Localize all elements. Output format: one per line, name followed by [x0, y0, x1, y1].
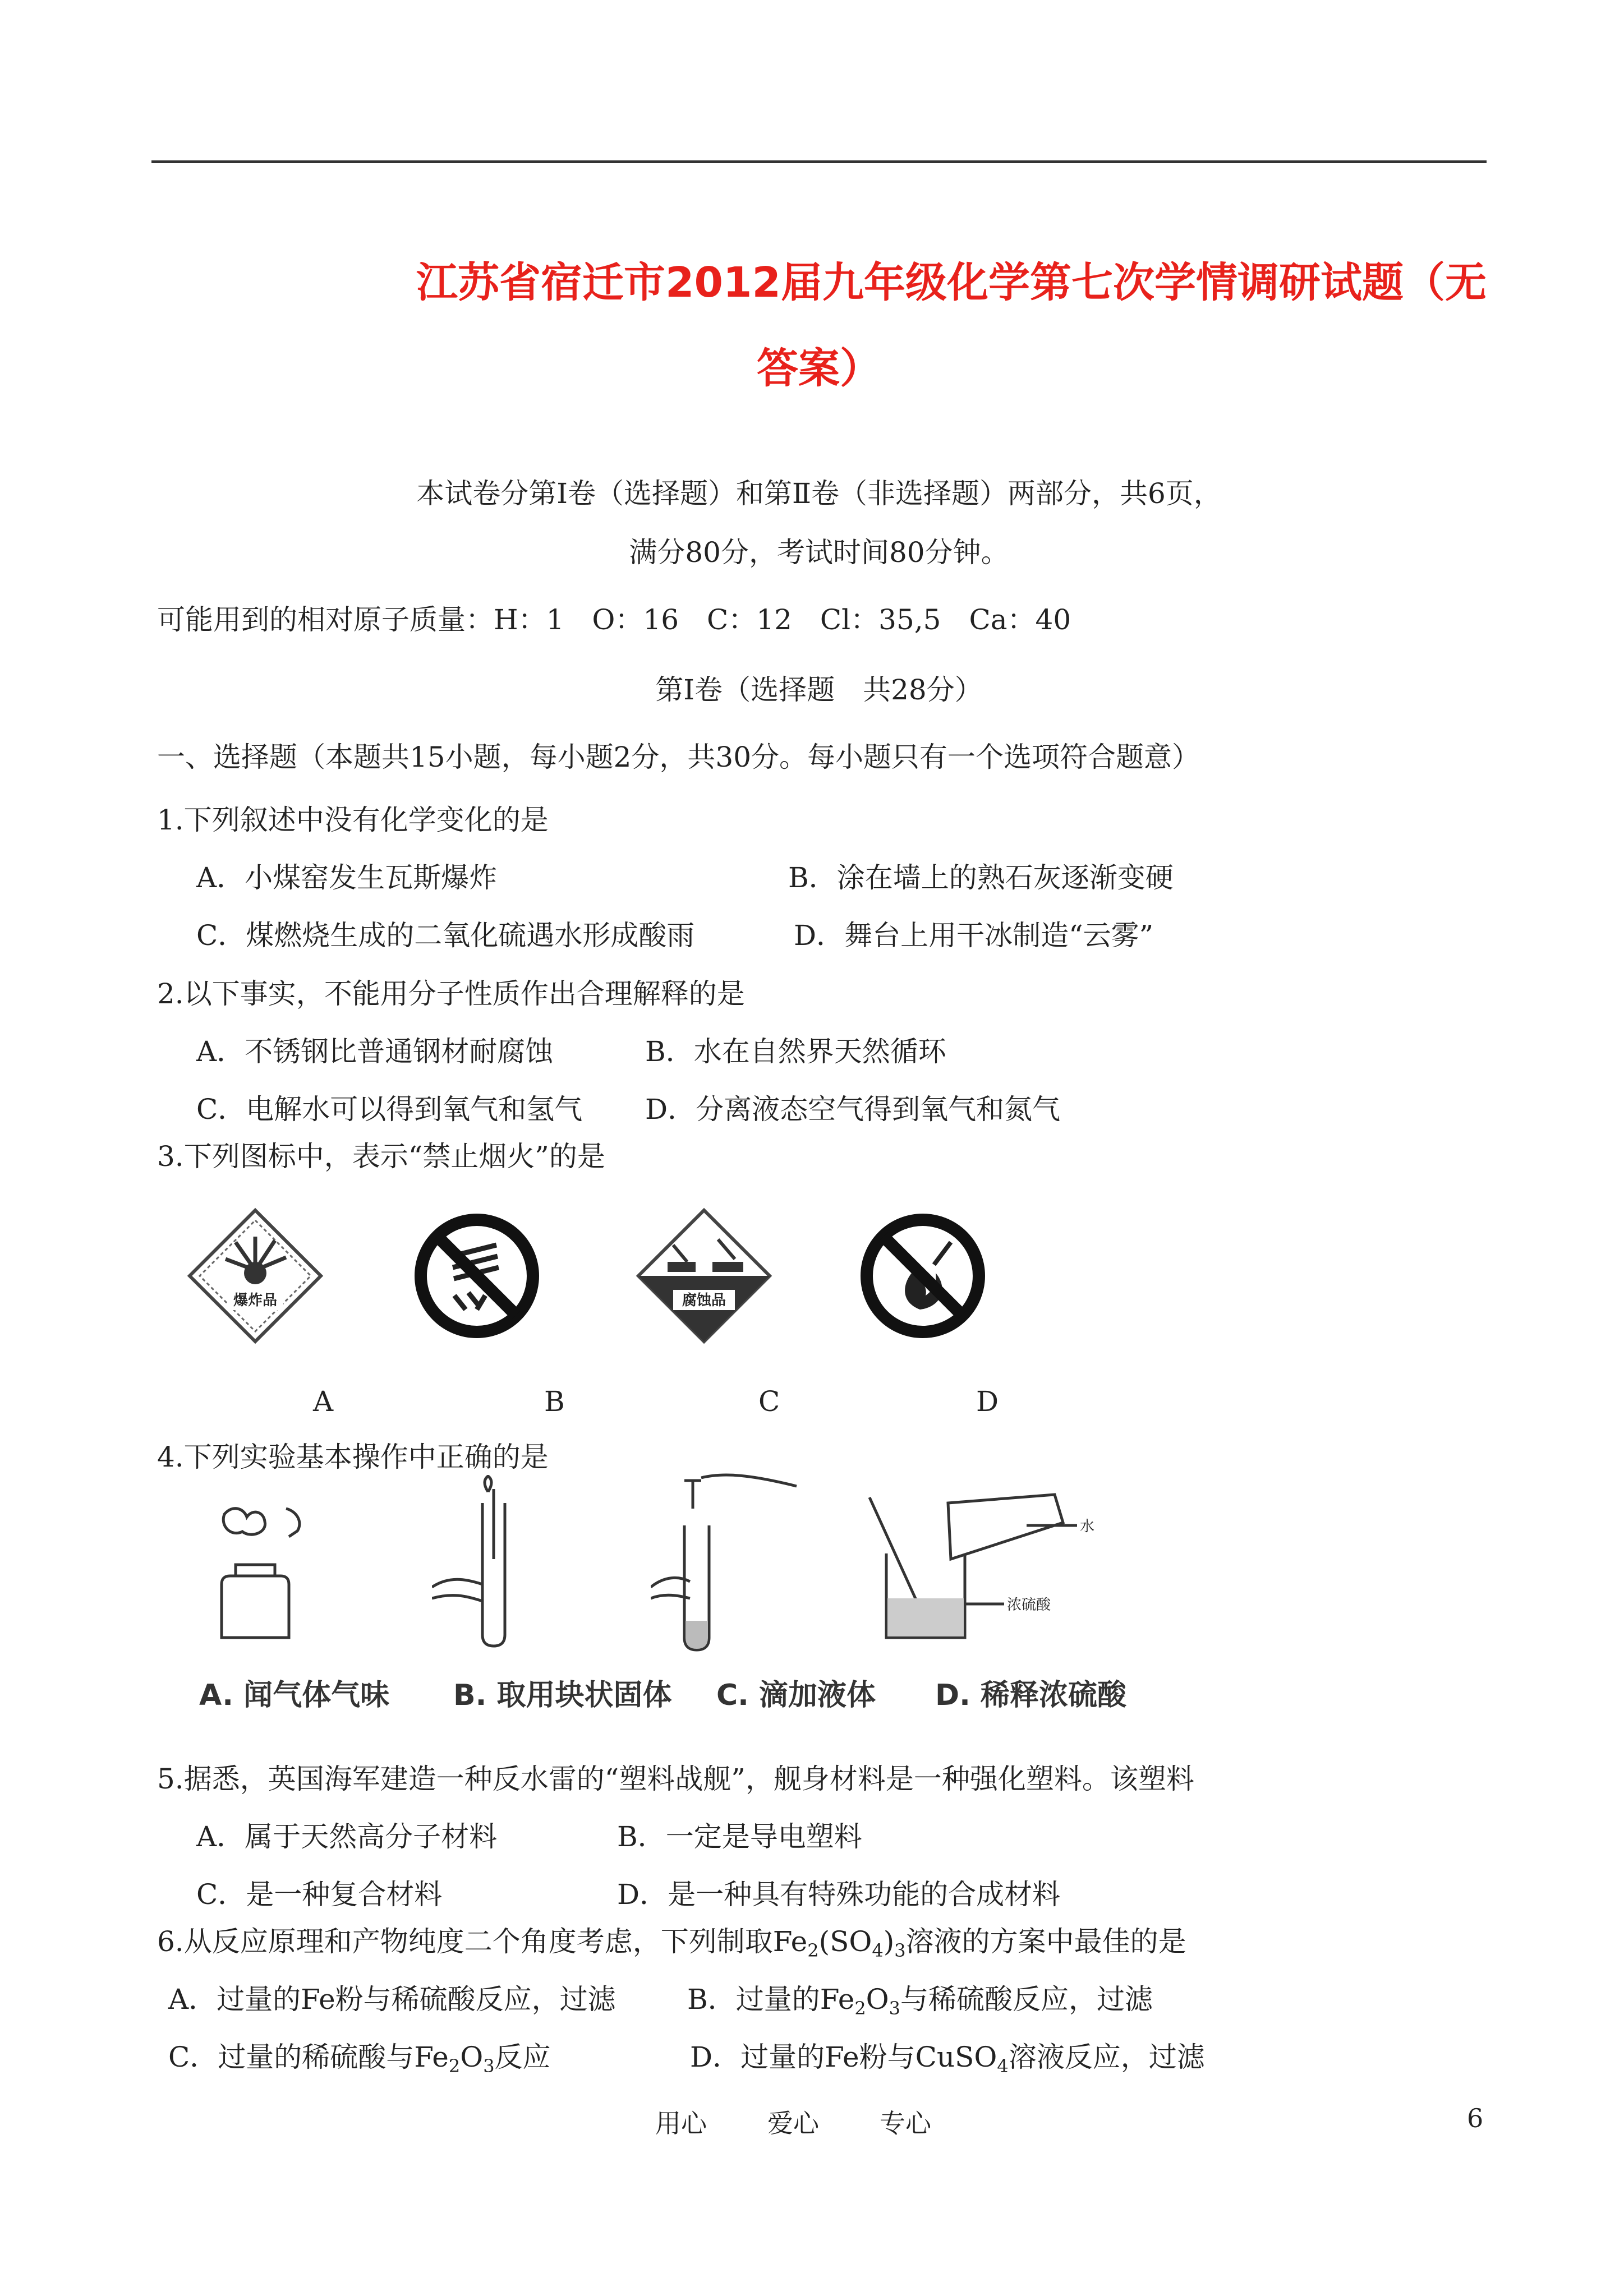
q6-option-a: A．过量的Fe粉与稀硫酸反应，过滤 — [168, 1983, 616, 2016]
q3-stem: 3.下列图标中，表示“禁止烟火”的是 — [157, 1140, 605, 1173]
q6-option-c: C．过量的稀硫酸与$Fe_2O_3$反应 — [168, 2041, 551, 2077]
q2-option-d: D．分离液态空气得到氧气和氮气 — [645, 1093, 1061, 1126]
q4-stem: 4.下列实验基本操作中正确的是 — [157, 1441, 549, 1473]
q6-b-pre: B．过量的 — [687, 1983, 820, 2016]
q2-option-c: C．电解水可以得到氧气和氢气 — [196, 1093, 583, 1126]
intro-line-2: 满分80分，考试时间80分钟。 — [629, 536, 1009, 569]
page-number: 6 — [1467, 2103, 1484, 2133]
title-line-1: 江苏省宿迁市2012届九年级化学第七次学情调研试题（无 — [416, 259, 1487, 307]
water-label: 水 — [1080, 1518, 1095, 1535]
q5-option-c: C．是一种复合材料 — [196, 1878, 443, 1911]
q4-caption-a: A. 闻气体气味 — [199, 1679, 390, 1712]
q3-label-b: B — [544, 1385, 565, 1418]
q3-label-c: C — [758, 1385, 780, 1418]
q4-caption-c: C. 滴加液体 — [716, 1679, 876, 1712]
q1-option-a: A．小煤窑发生瓦斯爆炸 — [196, 861, 498, 894]
corrosive-sign-icon — [634, 1206, 774, 1346]
q2-option-b: B．水在自然界天然循环 — [645, 1035, 946, 1068]
q1-option-d: D．舞台上用干冰制造“云雾” — [794, 919, 1154, 952]
q6-c-post: 反应 — [494, 2041, 551, 2073]
q5-stem: 5.据悉，英国海军建造一种反水雷的“塑料战舰”，舰身材料是一种强化塑料。该塑料 — [157, 1763, 1194, 1795]
q1-option-c: C．煤燃烧生成的二氧化硫遇水形成酸雨 — [196, 919, 695, 952]
intro-line-1: 本试卷分第Ⅰ卷（选择题）和第Ⅱ卷（非选择题）两部分，共6页， — [416, 477, 1222, 510]
dilute-acid-figure — [858, 1492, 1150, 1649]
part-heading: 一、选择题（本题共15小题，每小题2分，共30分。每小题只有一个选项符合题意） — [157, 741, 1200, 773]
q6-stem: 6.从反应原理和产物纯度二个角度考虑，下列制取$Fe_2(SO_4)_3$溶液的方案中最佳的是 — [157, 1925, 1186, 1961]
title-line-2: 答案） — [757, 344, 881, 393]
q2-stem: 2.以下事实，不能用分子性质作出合理解释的是 — [157, 978, 745, 1010]
q4-caption-d: D. 稀释浓硫酸 — [935, 1679, 1127, 1712]
sign-c-text: 腐蚀品 — [682, 1292, 726, 1309]
prohibition-sign-b-icon — [412, 1211, 541, 1340]
q6-d-post: 溶液反应，过滤 — [1008, 2041, 1205, 2073]
q1-option-b: B．涂在墙上的熟石灰逐渐变硬 — [788, 861, 1174, 894]
q5-option-b: B．一定是导电塑料 — [617, 1820, 862, 1853]
sign-a-text: 爆炸品 — [233, 1292, 278, 1309]
atomic-masses: 可能用到的相对原子质量：H：1 O：16 C：12 Cl：35,5 Ca：40 — [157, 603, 1071, 636]
q6-stem-pre: 6.从反应原理和产物纯度二个角度考虑，下列制取 — [157, 1925, 773, 1958]
smell-gas-figure — [208, 1503, 325, 1649]
section-title: 第Ⅰ卷（选择题 共28分） — [655, 674, 983, 706]
footer-motto-2: 爱心 — [767, 2108, 819, 2138]
q5-option-d: D．是一种具有特殊功能的合成材料 — [617, 1878, 1061, 1911]
q6-d-pre: D．过量的Fe粉与 — [690, 2041, 915, 2073]
q6-b-post: 与稀硫酸反应，过滤 — [900, 1983, 1153, 2016]
q6-option-b: B．过量的$Fe_2O_3$与稀硫酸反应，过滤 — [687, 1983, 1153, 2019]
q3-label-d: D — [976, 1385, 999, 1418]
take-solid-figure — [432, 1475, 544, 1654]
q4-caption-b: B. 取用块状固体 — [453, 1679, 672, 1712]
no-fire-sign-icon — [858, 1211, 987, 1340]
q6-c-pre: C．过量的稀硫酸与 — [168, 2041, 415, 2073]
q3-label-a: A — [313, 1385, 334, 1418]
explosive-sign-icon — [185, 1206, 325, 1346]
q5-option-a: A．属于天然高分子材料 — [196, 1820, 498, 1853]
footer-motto-1: 用心 — [655, 2108, 707, 2138]
q2-option-a: A．不锈钢比普通钢材耐腐蚀 — [196, 1035, 554, 1068]
q6-stem-post: 溶液的方案中最佳的是 — [905, 1925, 1186, 1958]
drop-liquid-figure — [651, 1469, 802, 1660]
footer-motto-3: 专心 — [880, 2108, 931, 2138]
header-rule — [151, 160, 1487, 163]
q6-option-d: D．过量的Fe粉与CuSO$_4$溶液反应，过滤 — [690, 2041, 1205, 2077]
q1-stem: 1.下列叙述中没有化学变化的是 — [157, 804, 549, 836]
acid-label: 浓硫酸 — [1007, 1597, 1051, 1613]
